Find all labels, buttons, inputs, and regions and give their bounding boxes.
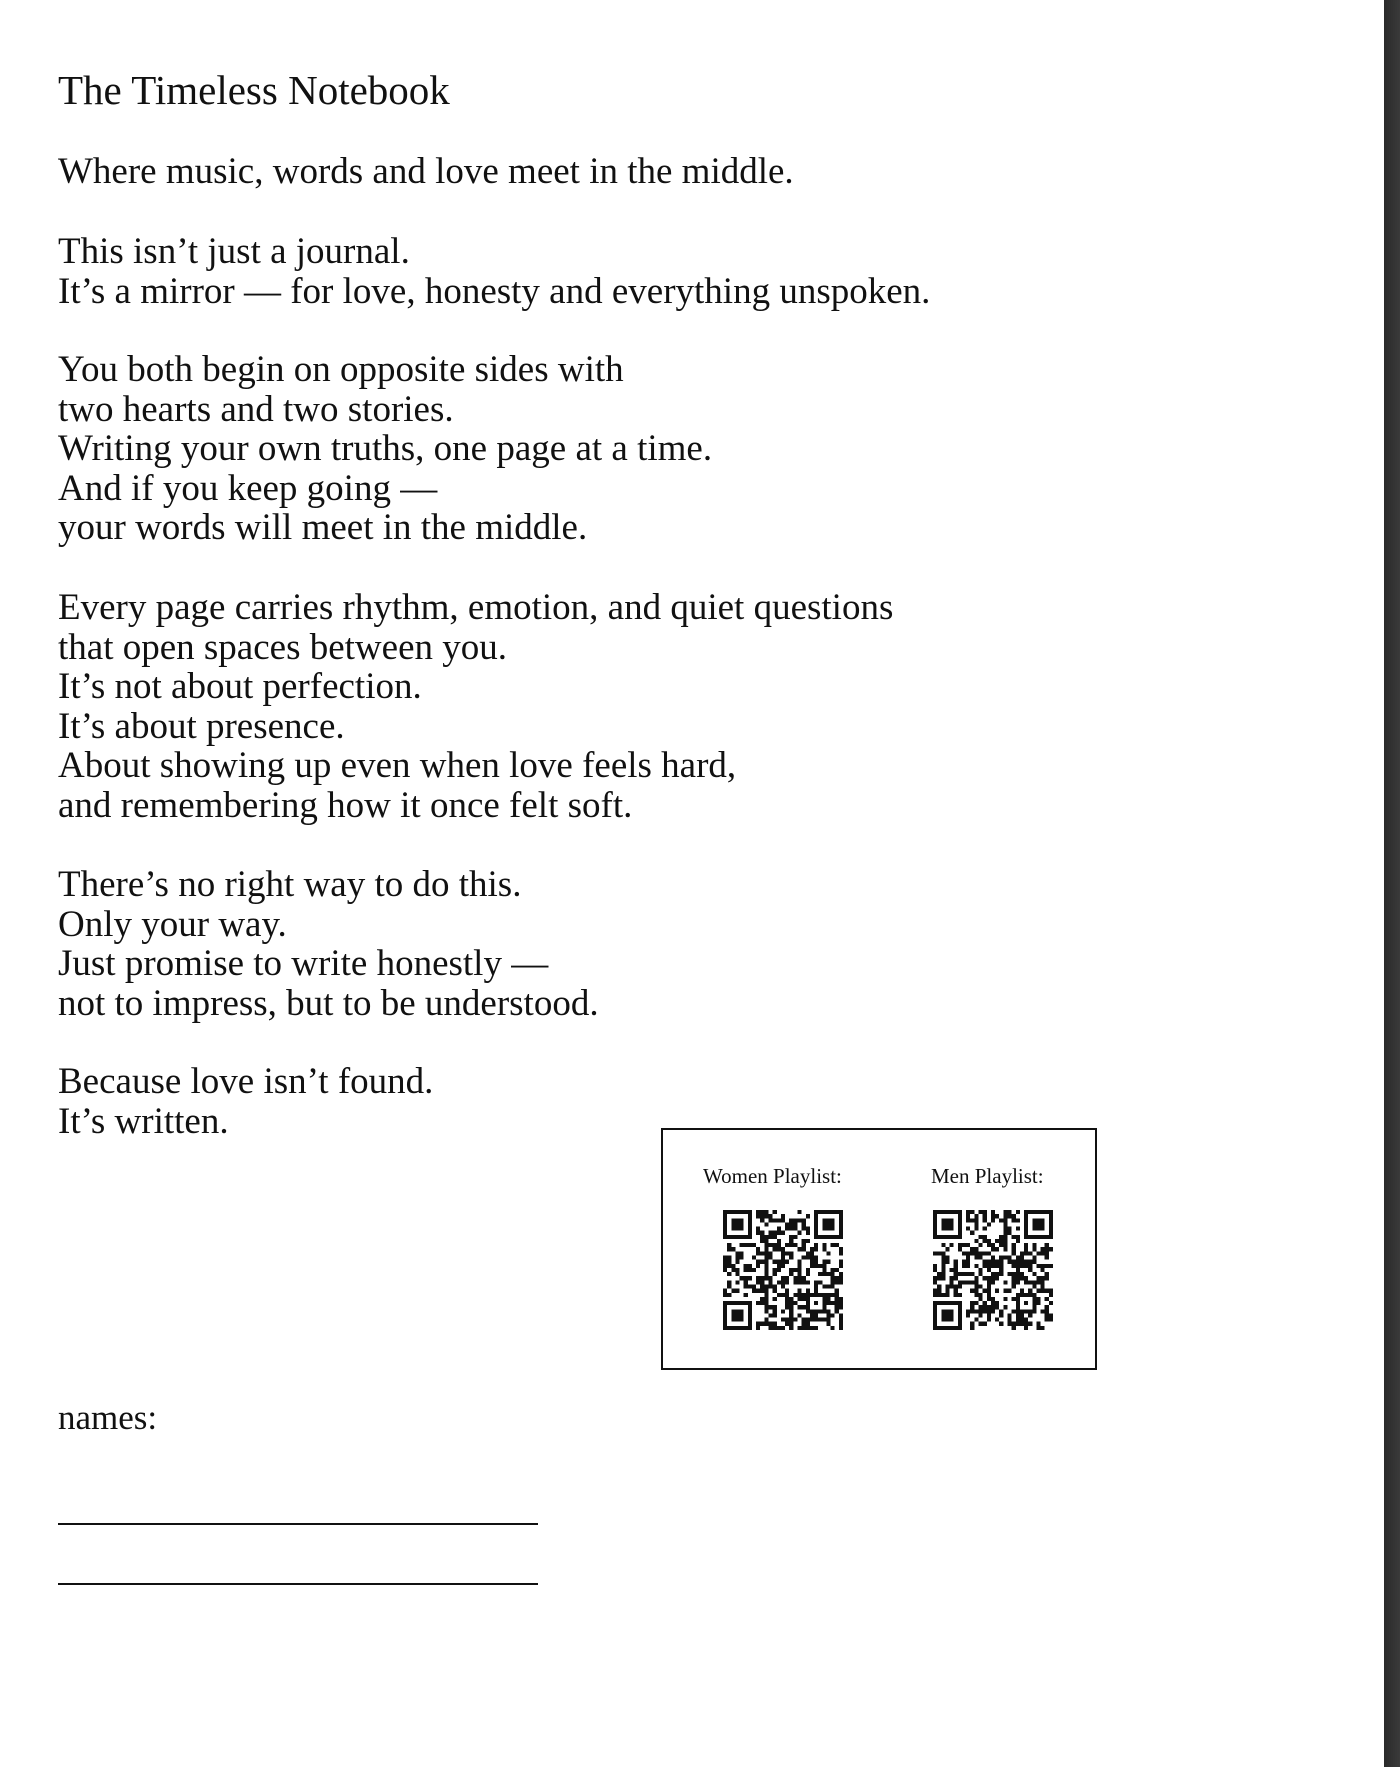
paragraph-line: And if you keep going — xyxy=(58,467,438,509)
paragraph-2 xyxy=(58,350,712,548)
paragraph-line: Because love isn’t found. xyxy=(58,1061,434,1102)
name-signature-line-1[interactable] xyxy=(58,1523,538,1525)
paragraph-line: that open spaces between you. xyxy=(58,626,507,668)
paragraph-line: your words will meet in the middle. xyxy=(58,507,588,548)
paragraph-line: two hearts and two stories. xyxy=(58,388,454,430)
paragraph-5 xyxy=(58,1062,433,1141)
name-signature-line-2[interactable] xyxy=(58,1583,538,1585)
paragraph-line: It’s not about perfection. xyxy=(58,666,422,707)
paragraph-4 xyxy=(58,865,599,1023)
paragraph-line: Just promise to write honestly — xyxy=(58,943,549,984)
tagline-text: Where music, words and love meet in the middle. xyxy=(58,151,794,192)
paragraph-line: This isn’t just a journal. xyxy=(58,231,410,272)
paragraph-line: Writing your own truths, one page at a time. xyxy=(58,428,713,469)
paragraph-line: not to impress, but to be understood. xyxy=(58,982,599,1024)
men-playlist-label: Men Playlist: xyxy=(931,1164,1044,1188)
paragraph-line: There’s no right way to do this. xyxy=(58,864,522,905)
paragraph-1 xyxy=(58,232,930,311)
women-playlist-qr-code-icon[interactable] xyxy=(723,1210,843,1330)
paragraph-line: and remembering how it once felt soft. xyxy=(58,784,633,826)
playlist-qr-box xyxy=(661,1128,1097,1370)
paragraph-line: Every page carries rhythm, emotion, and quiet questions xyxy=(58,587,894,628)
names-label: names: xyxy=(58,1398,158,1437)
women-playlist-label: Women Playlist: xyxy=(703,1164,842,1188)
paragraph-line: It’s about presence. xyxy=(58,705,345,747)
paragraph-line: You both begin on opposite sides with xyxy=(58,349,624,390)
tagline xyxy=(58,152,794,192)
paragraph-line: It’s written. xyxy=(58,1100,229,1142)
paragraph-3 xyxy=(58,588,893,825)
paragraph-line: It’s a mirror — for love, honesty and everything unspoken. xyxy=(58,270,931,312)
page-title: The Timeless Notebook xyxy=(58,67,450,113)
window-edge xyxy=(1384,0,1400,1767)
paragraph-line: About showing up even when love feels hard, xyxy=(58,745,737,786)
paragraph-line: Only your way. xyxy=(58,903,287,945)
men-playlist-qr-code-icon[interactable] xyxy=(933,1210,1053,1330)
